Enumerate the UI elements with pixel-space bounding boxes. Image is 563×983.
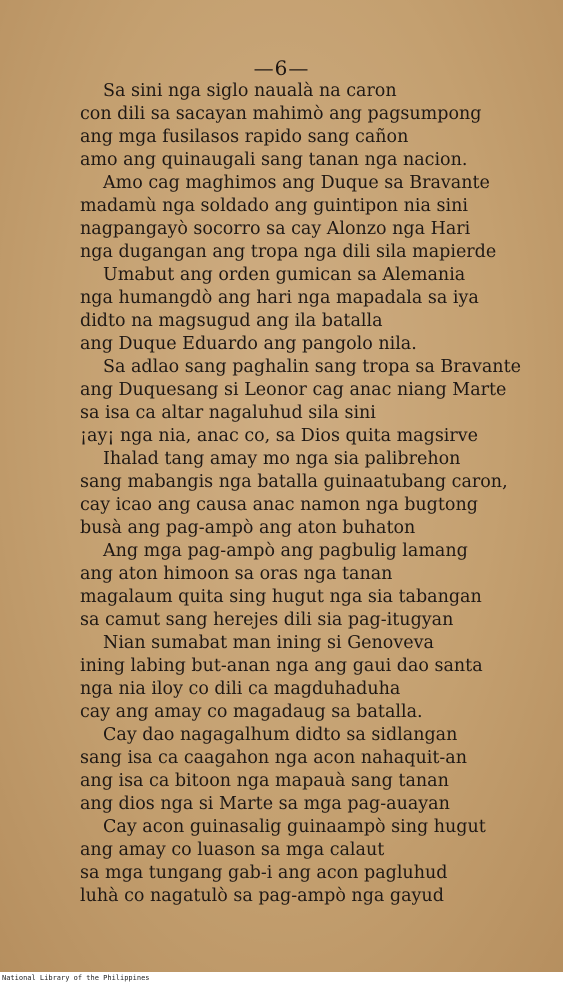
text-line: Sa adlao sang paghalin sang tropa sa Bravante (103, 357, 521, 377)
text-line: ang isa ca bitoon nga mapauà sang tanan (80, 771, 449, 791)
text-line: magalaum quita sing hugut nga sia tabangan (80, 587, 482, 607)
text-line: sa mga tungang gab-i ang acon pagluhud (80, 863, 448, 883)
text-line: ining labing but-anan nga ang gaui dao santa (80, 656, 483, 676)
text-line: nga dugangan ang tropa nga dili sila mapierde (80, 242, 497, 262)
text-line: Amo cag maghimos ang Duque sa Bravante (103, 173, 490, 193)
text-line: Cay acon guinasalig guinaampò sing hugut (103, 817, 486, 837)
text-line: ang amay co luason sa mga calaut (80, 840, 385, 860)
text-line: busà ang pag-ampò ang aton buhaton (80, 518, 416, 538)
text-line: Ang mga pag-ampò ang pagbulig lamang (103, 541, 468, 561)
text-line: ang mga fusilasos rapido sang cañon (80, 127, 409, 147)
text-line: Ihalad tang amay mo nga sia palibrehon (103, 449, 461, 469)
text-line: Nian sumabat man ining si Genoveva (103, 633, 434, 653)
text-line: Cay dao nagagalhum didto sa sidlangan (103, 725, 458, 745)
library-credit: National Library of the Philippines (2, 974, 150, 982)
page-number: —6— (253, 56, 310, 80)
text-line: ang Duquesang si Leonor cag anac niang Marte (80, 380, 507, 400)
text-line: ¡ay¡ nga nia, anac co, sa Dios quita magsirve (80, 426, 479, 446)
text-line: nagpangayò socorro sa cay Alonzo nga Hari (80, 219, 471, 239)
text-line: sang isa ca caagahon nga acon nahaquit-an (80, 748, 467, 768)
text-line: cay ang amay co magadaug sa batalla. (80, 702, 423, 722)
text-line: Umabut ang orden gumican sa Alemania (103, 265, 466, 285)
text-line: amo ang quinaugali sang tanan nga nacion. (80, 150, 468, 170)
text-line: cay icao ang causa anac namon nga bugtong (80, 495, 478, 515)
text-line: nga humangdò ang hari nga mapadala sa iya (80, 288, 479, 308)
text-line: nga nia iloy co dili ca magduhaduha (80, 679, 401, 699)
text-line: luhà co nagatulò sa pag-ampò nga gayud (80, 886, 444, 906)
text-line: sa camut sang herejes dili sia pag-itugyan (80, 610, 454, 630)
text-line: ang dios nga si Marte sa mga pag-auayan (80, 794, 450, 814)
text-line: sa isa ca altar nagaluhud sila sini (80, 403, 376, 423)
text-line: ang Duque Eduardo ang pangolo nila. (80, 334, 417, 354)
text-line: ang aton himoon sa oras nga tanan (80, 564, 393, 584)
text-line: con dili sa sacayan mahimò ang pagsumpong (80, 104, 482, 124)
text-line: Sa sini nga siglo naualà na caron (103, 81, 397, 101)
text-line: sang mabangis nga batalla guinaatubang caron, (80, 472, 508, 492)
text-line: didto na magsugud ang ila batalla (80, 311, 383, 331)
text-line: madamù nga soldado ang guintipon nia sini (80, 196, 468, 216)
